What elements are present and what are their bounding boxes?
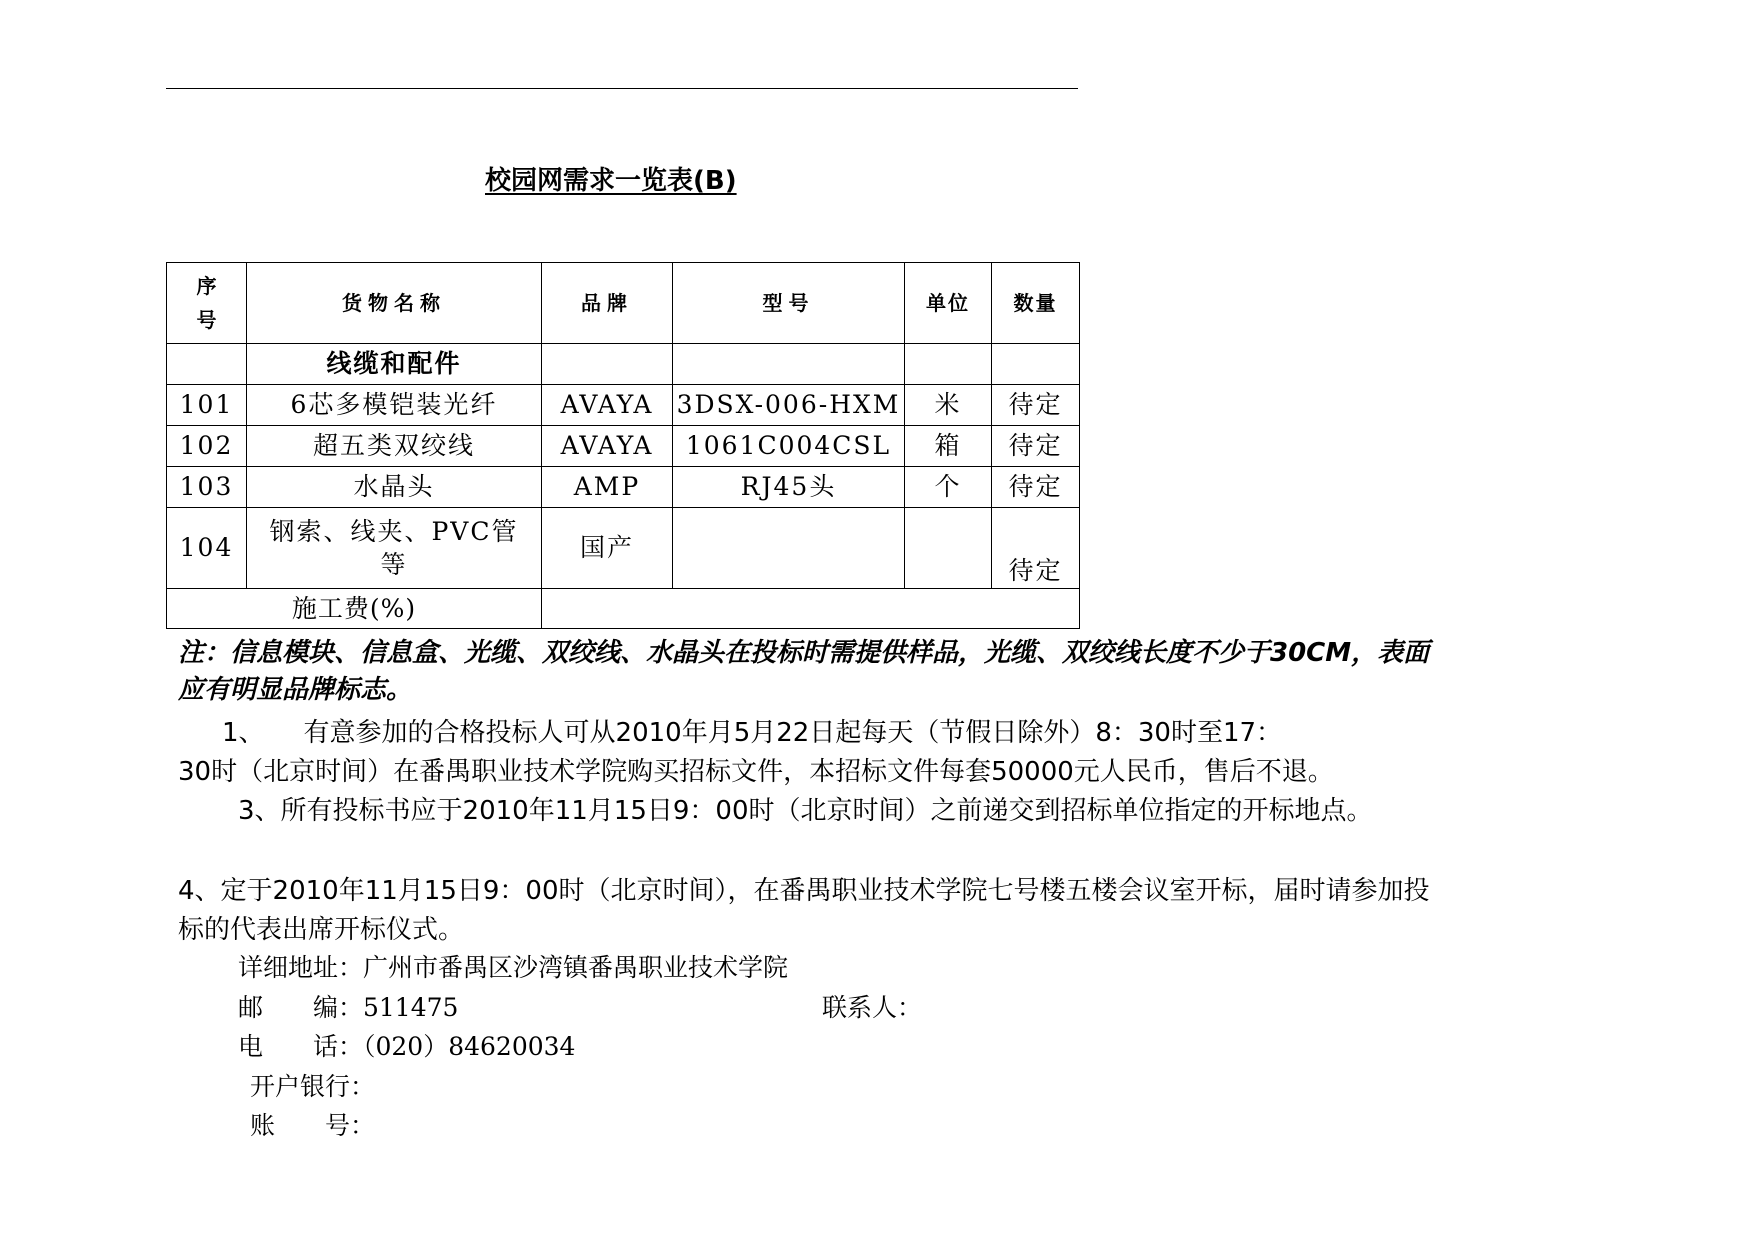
table-row bbox=[167, 426, 1080, 467]
row-model bbox=[673, 508, 905, 589]
contact-bank: 开户银行： bbox=[250, 1072, 376, 1101]
row-brand: AMP bbox=[542, 467, 673, 508]
paragraph-4-line2: 标的代表出席开标仪式。 bbox=[178, 915, 465, 945]
paragraph-3: 3、所有投标书应于2010年11月15日9：00时（北京时间）之前递交到招标单位指定的开标地点。 bbox=[238, 796, 1373, 826]
document-title: 校园网需求一览表(B) bbox=[485, 166, 737, 196]
row-name-line1: 钢索、线夹、PVC管 bbox=[269, 516, 519, 546]
header-name: 货物名称 bbox=[247, 263, 542, 344]
row-seq: 101 bbox=[167, 385, 247, 426]
header-qty: 数量 bbox=[992, 263, 1080, 344]
table-row bbox=[167, 508, 1080, 589]
section-title: 线缆和配件 bbox=[247, 344, 542, 385]
row-brand: AVAYA bbox=[542, 385, 673, 426]
table-row bbox=[167, 467, 1080, 508]
row-model: RJ45头 bbox=[673, 467, 905, 508]
row-qty: 待定 bbox=[992, 467, 1080, 508]
header-brand: 品牌 bbox=[542, 263, 673, 344]
row-unit: 米 bbox=[905, 385, 992, 426]
header-seq bbox=[167, 263, 247, 344]
section-seq-cell bbox=[167, 344, 247, 385]
row-model: 3DSX-006-HXM bbox=[673, 385, 905, 426]
contact-phone: 电 话：（020）84620034 bbox=[238, 1032, 576, 1061]
row-name: 6芯多模铠装光纤 bbox=[247, 385, 542, 426]
contact-postcode: 邮 编：511475 bbox=[238, 993, 459, 1022]
row-seq: 103 bbox=[167, 467, 247, 508]
row-qty: 待定 bbox=[992, 385, 1080, 426]
table-header-row bbox=[167, 263, 1080, 344]
paragraph-1-line1: 1、 有意参加的合格投标人可从2010年月5月22日起每天（节假日除外）8：30时至17： bbox=[222, 718, 1283, 748]
table-row bbox=[167, 385, 1080, 426]
requirements-table bbox=[166, 262, 1080, 629]
row-seq: 102 bbox=[167, 426, 247, 467]
row-name-line2: 等 bbox=[380, 550, 408, 579]
row-brand: AVAYA bbox=[542, 426, 673, 467]
header-model: 型号 bbox=[673, 263, 905, 344]
note-line2: 应有明显品牌标志。 bbox=[178, 675, 413, 705]
header-seq-line2: 号 bbox=[196, 308, 217, 332]
header-seq-line1: 序 bbox=[196, 274, 217, 298]
contact-person: 联系人： bbox=[822, 993, 923, 1022]
row-name bbox=[247, 508, 542, 589]
contact-account: 账 号： bbox=[250, 1111, 376, 1140]
row-name: 水晶头 bbox=[247, 467, 542, 508]
fee-value bbox=[542, 589, 1080, 629]
row-brand: 国产 bbox=[542, 508, 673, 589]
fee-label: 施工费(%) bbox=[167, 589, 542, 629]
row-model: 1061C004CSL bbox=[673, 426, 905, 467]
row-unit bbox=[905, 508, 992, 589]
row-seq: 104 bbox=[167, 508, 247, 589]
header-unit: 单位 bbox=[905, 263, 992, 344]
contact-address: 详细地址：广州市番禺区沙湾镇番禺职业技术学院 bbox=[238, 953, 789, 982]
paragraph-4-line1: 4、定于2010年11月15日9：00时（北京时间），在番禺职业技术学院七号楼五楼会议室开标，届时请参加投 bbox=[178, 876, 1430, 906]
paragraph-1-line2: 30时（北京时间）在番禺职业技术学院购买招标文件，本招标文件每套50000元人民币，售后不退。 bbox=[178, 757, 1334, 787]
row-unit: 个 bbox=[905, 467, 992, 508]
header-rule bbox=[166, 88, 1078, 89]
note-line1: 注：信息模块、信息盒、光缆、双绞线、水晶头在投标时需提供样品，光缆、双绞线长度不少于30CM，表面 bbox=[178, 638, 1430, 668]
fee-row bbox=[167, 589, 1080, 629]
row-unit: 箱 bbox=[905, 426, 992, 467]
row-qty: 待定 bbox=[992, 508, 1080, 589]
row-qty: 待定 bbox=[992, 426, 1080, 467]
section-row bbox=[167, 344, 1080, 385]
row-name: 超五类双绞线 bbox=[247, 426, 542, 467]
